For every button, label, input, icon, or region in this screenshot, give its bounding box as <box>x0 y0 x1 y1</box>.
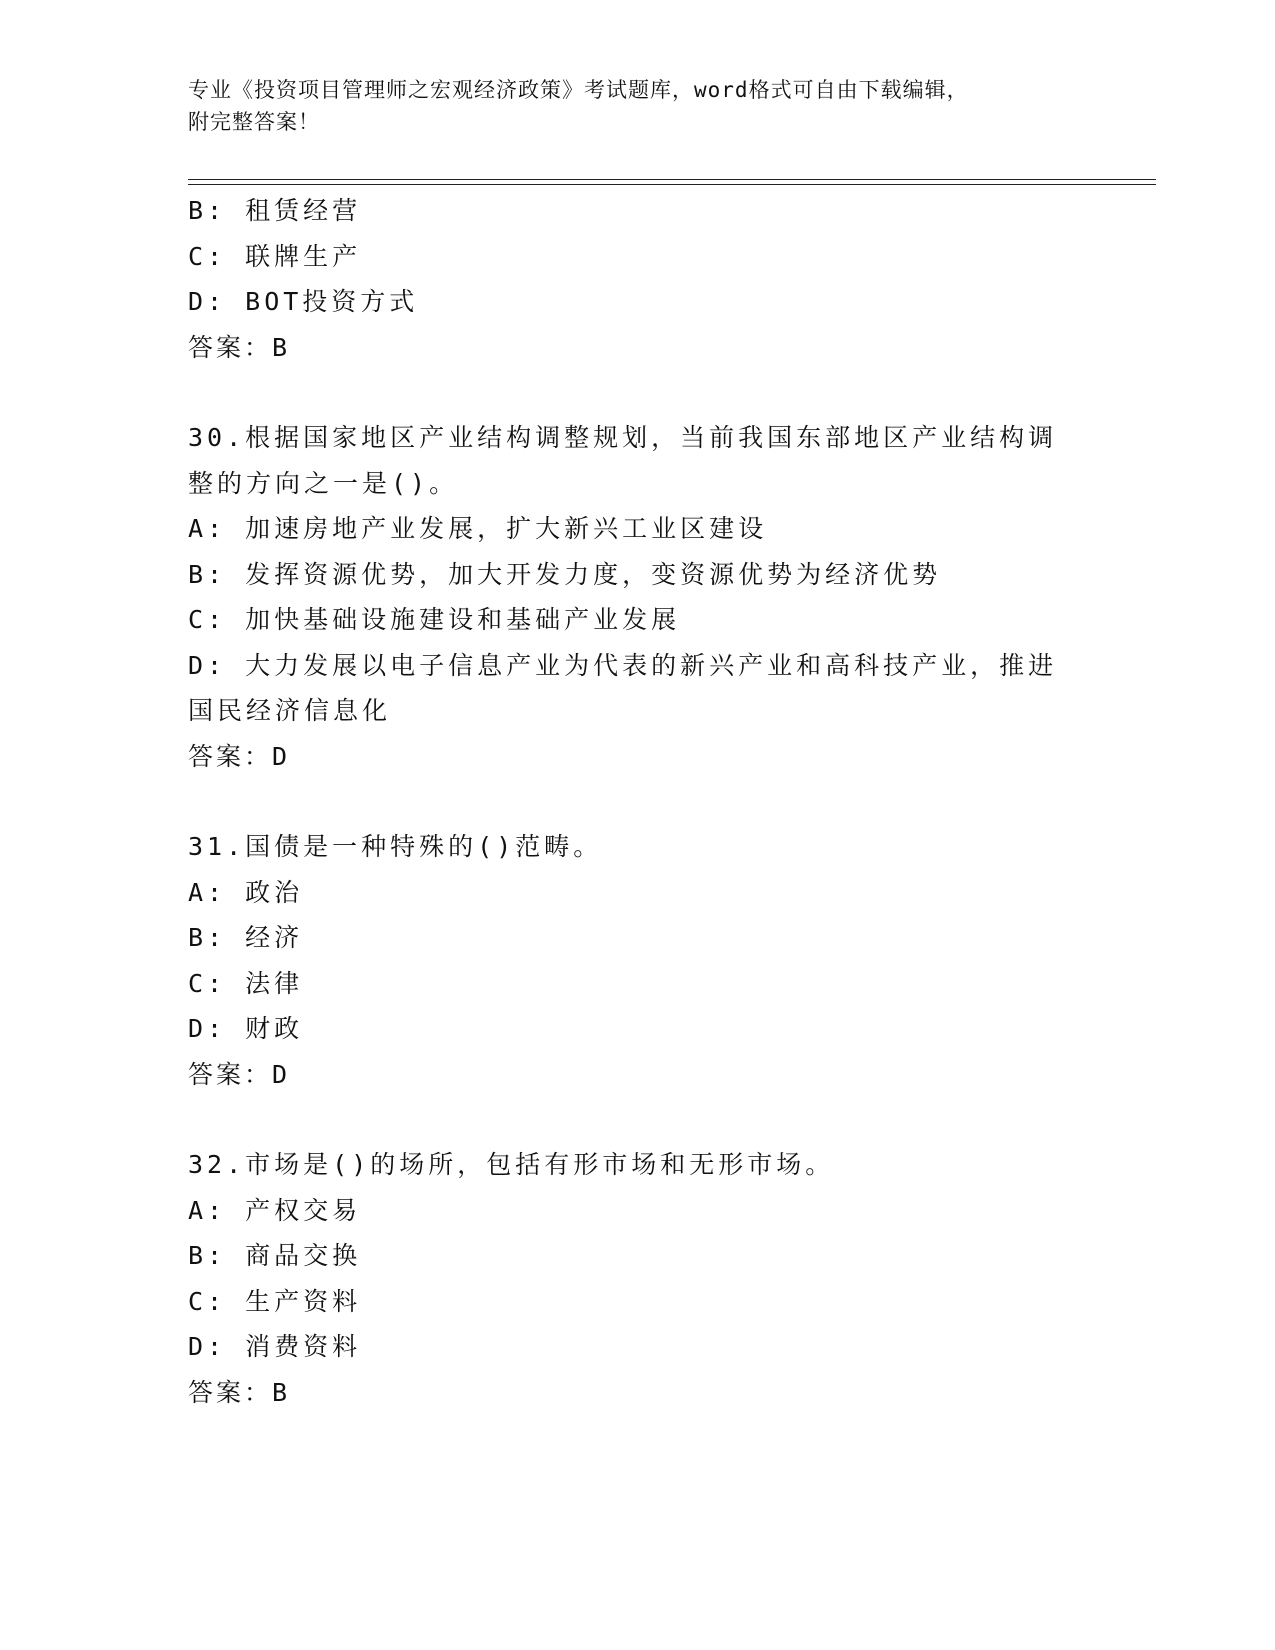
option-d: D: BOT投资方式 <box>188 287 419 316</box>
header-divider-bottom <box>188 184 1156 185</box>
header-divider-top <box>188 179 1156 180</box>
answer-line: 答案：B <box>188 332 291 362</box>
answer-line: 答案：D <box>188 741 291 771</box>
header-line-2: 附完整答案！ <box>188 110 320 134</box>
question-block-32 <box>188 1142 1088 1415</box>
option-c: C: 加快基础设施建设和基础产业发展 <box>188 605 681 634</box>
option-b: B: 发挥资源优势，加大开发力度，变资源优势为经济优势 <box>188 559 942 589</box>
option-d: D: 财政 <box>188 1014 304 1043</box>
option-a: A: 政治 <box>188 877 304 907</box>
question-stem: 31.国债是一种特殊的()范畴。 <box>188 832 603 861</box>
option-c: C: 联牌生产 <box>188 241 362 271</box>
header-line-1: 专业《投资项目管理师之宏观经济政策》考试题库，word格式可自由下载编辑， <box>188 78 969 102</box>
option-c: C: 法律 <box>188 968 304 998</box>
option-b: B: 经济 <box>188 923 304 952</box>
option-d: D: 大力发展以电子信息产业为代表的新兴产业和高科技产业，推进国民经济信息化 <box>188 650 1058 725</box>
option-b: B: 租赁经营 <box>188 196 362 225</box>
question-block-31 <box>188 824 1088 1097</box>
answer-line: 答案：B <box>188 1377 291 1407</box>
option-b: B: 商品交换 <box>188 1241 362 1270</box>
option-c: C: 生产资料 <box>188 1286 362 1316</box>
question-list <box>188 188 1088 1415</box>
question-block-prev <box>188 188 1088 370</box>
document-header <box>188 74 1088 138</box>
spacer <box>188 370 1088 415</box>
question-block-30 <box>188 415 1088 779</box>
question-stem: 30.根据国家地区产业结构调整规划，当前我国东部地区产业结构调整的方向之一是()。 <box>188 423 1058 498</box>
option-a: A: 产权交易 <box>188 1195 362 1225</box>
spacer <box>188 1097 1088 1142</box>
answer-line: 答案：D <box>188 1059 291 1089</box>
spacer <box>188 779 1088 824</box>
question-stem: 32.市场是()的场所，包括有形市场和无形市场。 <box>188 1150 835 1179</box>
option-d: D: 消费资料 <box>188 1332 362 1361</box>
option-a: A: 加速房地产业发展，扩大新兴工业区建设 <box>188 514 768 543</box>
